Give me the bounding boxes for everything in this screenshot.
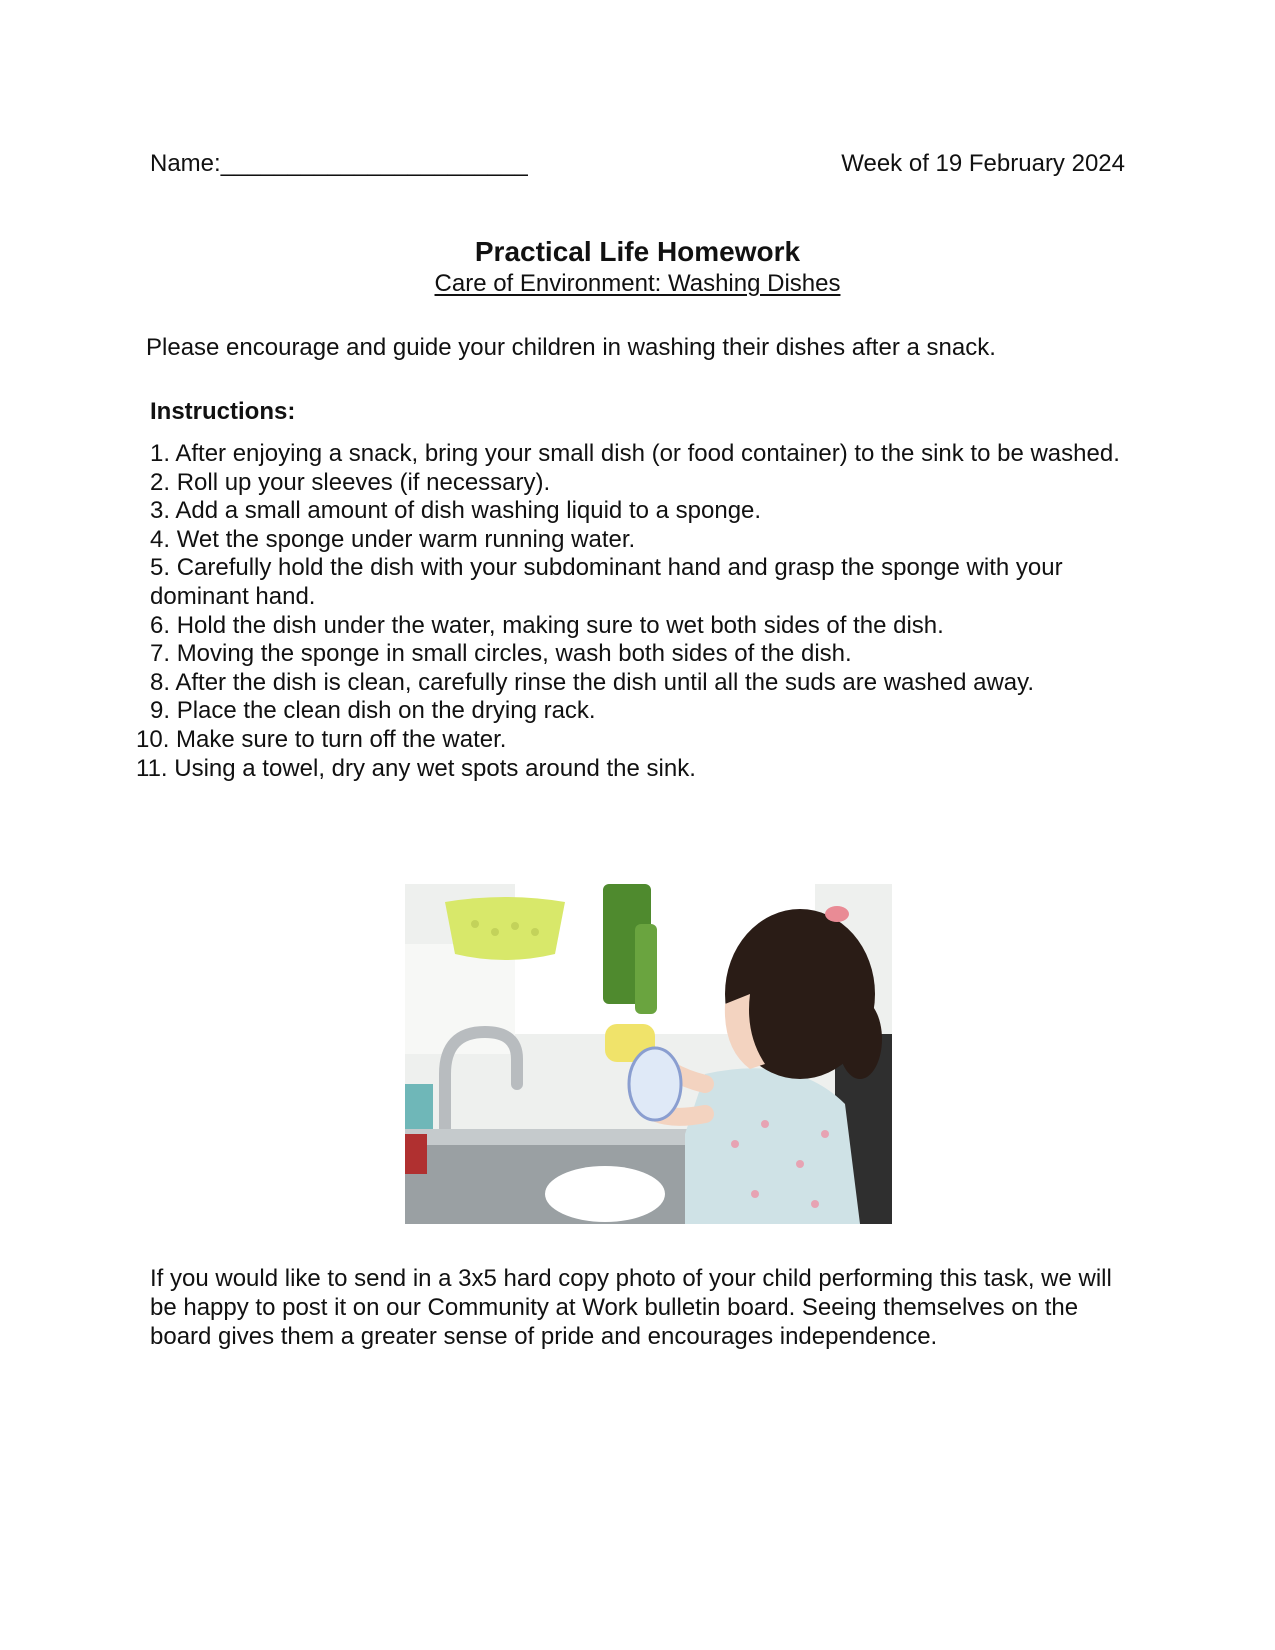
shirt-flower bbox=[761, 1120, 769, 1128]
instruction-step bbox=[150, 469, 1120, 498]
step-text: Hold the dish under the water, making sure to wet both sides of the dish. bbox=[176, 611, 944, 639]
step-number: 2. bbox=[150, 468, 171, 496]
closing-paragraph: If you would like to send in a 3x5 hard copy photo of your child performing this task, we will be happy to post it on our Community at Work bulletin board. Seeing themselves on the board gives them a greater sense of pride and encourages independence. bbox=[150, 1265, 1112, 1350]
instruction-step bbox=[150, 640, 1120, 669]
basket-hole bbox=[531, 928, 539, 936]
sink-rim bbox=[405, 1129, 705, 1145]
shirt-flower bbox=[796, 1160, 804, 1168]
bowl bbox=[545, 1166, 665, 1222]
shirt-flower bbox=[731, 1140, 739, 1148]
instruction-step bbox=[150, 697, 1120, 726]
shirt-flower bbox=[821, 1130, 829, 1138]
page-subtitle: Care of Environment: Washing Dishes bbox=[434, 270, 841, 297]
week-date: Week of 19 February 2024 bbox=[841, 150, 1125, 177]
step-number: 1. bbox=[150, 440, 171, 467]
dish bbox=[629, 1048, 681, 1120]
teal-cup bbox=[405, 1084, 433, 1129]
step-number: 8. bbox=[150, 668, 171, 696]
shirt-flower bbox=[811, 1200, 819, 1208]
step-text: Wet the sponge under warm running water. bbox=[176, 525, 636, 553]
step-number: 4. bbox=[150, 525, 171, 553]
instruction-step bbox=[150, 612, 1120, 641]
step-number: 9. bbox=[150, 697, 171, 725]
instruction-step bbox=[150, 440, 1120, 469]
child-washing-dish-photo bbox=[405, 884, 892, 1224]
name-field-label: Name:_______________________ bbox=[150, 150, 528, 177]
basket-hole bbox=[491, 928, 499, 936]
step-number: 3. bbox=[150, 497, 171, 525]
basket-hole bbox=[471, 920, 479, 928]
basket-hole bbox=[511, 922, 519, 930]
basket bbox=[445, 897, 565, 960]
step-text: Carefully hold the dish with your subdominant hand and grasp the sponge with your dominant hand. bbox=[150, 554, 1063, 610]
instruction-step bbox=[150, 526, 1120, 555]
instructions-list bbox=[136, 440, 1120, 783]
step-text: Roll up your sleeves (if necessary). bbox=[176, 468, 551, 496]
step-text: Moving the sponge in small circles, wash both sides of the dish. bbox=[176, 640, 852, 668]
towel-fold bbox=[635, 924, 657, 1014]
red-cup bbox=[405, 1134, 427, 1174]
instruction-step bbox=[136, 754, 1120, 784]
step-text: After enjoying a snack, bring your small dish (or food container) to the sink to be washed. bbox=[175, 440, 1120, 467]
instruction-step bbox=[150, 669, 1120, 698]
step-text: Add a small amount of dish washing liquid to a sponge. bbox=[175, 497, 762, 525]
step-text: Place the clean dish on the drying rack. bbox=[176, 697, 596, 725]
instruction-step bbox=[136, 725, 1120, 755]
step-number: 5. bbox=[150, 554, 171, 582]
step-text: After the dish is clean, carefully rinse the dish until all the suds are washed away. bbox=[175, 668, 1035, 696]
step-number: 11. bbox=[136, 754, 168, 782]
photo-illustration bbox=[405, 884, 892, 1224]
step-number: 7. bbox=[150, 640, 171, 668]
step-text: Make sure to turn off the water. bbox=[176, 725, 507, 753]
instructions-heading: Instructions: bbox=[150, 398, 296, 425]
page-title: Practical Life Homework bbox=[474, 236, 801, 267]
shirt-flower bbox=[751, 1190, 759, 1198]
step-number: 10. bbox=[136, 725, 170, 753]
step-text: Using a towel, dry any wet spots around the sink. bbox=[174, 754, 696, 782]
hair-bow bbox=[825, 906, 849, 922]
ponytail bbox=[838, 999, 882, 1079]
step-number: 6. bbox=[150, 611, 171, 639]
instruction-step bbox=[150, 497, 1120, 526]
intro-text: Please encourage and guide your children in washing their dishes after a snack. bbox=[146, 334, 996, 361]
instruction-step bbox=[150, 554, 1120, 611]
